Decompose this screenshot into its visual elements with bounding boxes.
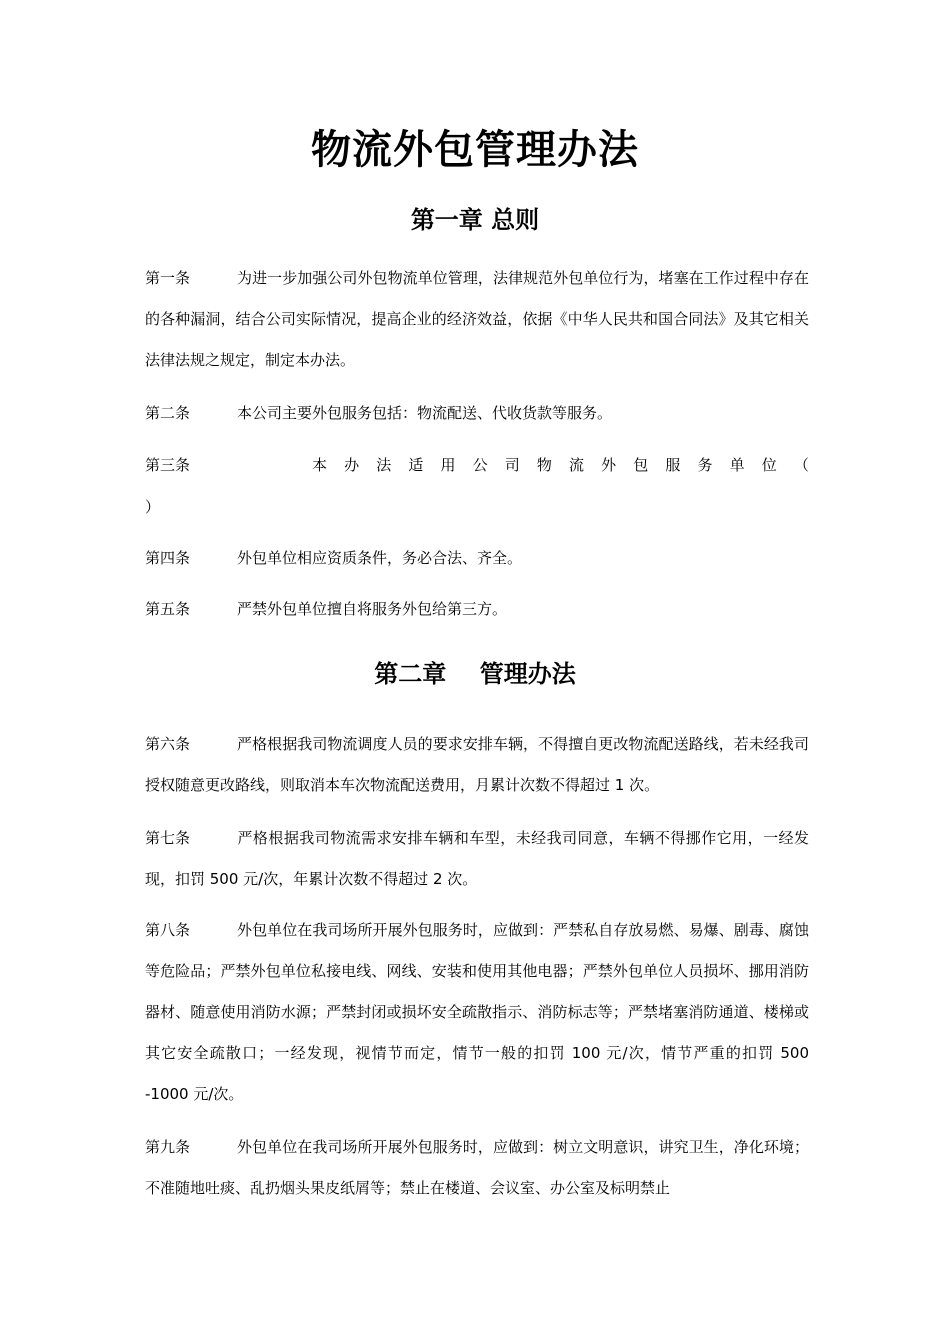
article-8-number: 第八条 [145,921,191,939]
article-6-number: 第六条 [145,735,191,753]
article-3-char: （ [793,456,809,474]
article-4 [145,548,809,568]
article-8-text: 外包单位在我司场所开展外包服务时，应做到：严禁私自存放易燃、易爆、剧毒、腐蚀等危险品；严禁外包单位私接电线、网线、安装和使用其他电器；严禁外包单位人员损坏、挪用消防器材、随意使用消防水源；严禁封闭或损坏安全疏散指示、消防标志等；严禁堵塞消防通道、楼梯或其它安全疏散口；一经发现，视情节而定，情节一般的扣罚 100 元/次，情节严重的扣罚 500 -1000 元/次。 [145,921,809,1103]
article-3-char: 用 [440,456,456,474]
article-3-char: 公 [472,456,488,474]
article-3-char: 本 [312,456,328,474]
article-3-char: 外 [601,456,617,474]
chapter-1-heading: 第一章 总则 [410,206,540,234]
article-3-char: 办 [344,456,360,474]
chapter-2-heading: 第二章 管理办法 [374,660,576,688]
article-6-text: 严格根据我司物流调度人员的要求安排车辆，不得擅自更改物流配送路线，若未经我司授权随意更改路线，则取消本车次物流配送费用，月累计次数不得超过 1 次。 [145,735,809,794]
article-3-char: 位 [761,456,777,474]
article-8 [145,910,809,1115]
article-4-number: 第四条 [145,549,191,567]
article-3-char: 务 [697,456,713,474]
article-7-number: 第七条 [145,829,191,847]
article-1 [145,258,809,381]
article-3-char: 法 [376,456,392,474]
article-7 [145,818,809,900]
article-2-number: 第二条 [145,404,191,422]
article-3-char: 流 [569,456,585,474]
article-1-number: 第一条 [145,269,191,287]
article-6 [145,724,809,806]
article-5-number: 第五条 [145,600,191,618]
article-3-char: 服 [665,456,681,474]
article-3-text [312,455,809,475]
article-9-text: 外包单位在我司场所开展外包服务时，应做到：树立文明意识，讲究卫生，净化环境；不准随地吐痰、乱扔烟头果皮纸屑等；禁止在楼道、会议室、办公室及标明禁止 [145,1138,809,1197]
article-2 [145,393,809,434]
article-2-text: 本公司主要外包服务包括：物流配送、代收货款等服务。 [237,404,613,422]
article-3-char: 单 [729,456,745,474]
article-1-text: 为进一步加强公司外包物流单位管理，法律规范外包单位行为，堵塞在工作过程中存在的各种漏洞，结合公司实际情况，提高企业的经济效益，依据《中华人民共和国合同法》及其它相关法律法规之规定，制定本办法。 [145,269,809,369]
article-5-text: 严禁外包单位擅自将服务外包给第三方。 [237,600,508,618]
article-3-char: 包 [633,456,649,474]
article-9-number: 第九条 [145,1138,191,1156]
article-5 [145,599,809,619]
article-3-number: 第三条 [145,456,191,474]
article-4-text: 外包单位相应资质条件，务必合法、齐全。 [237,549,523,567]
article-3-char: 物 [536,456,552,474]
article-3-char: 适 [408,456,424,474]
article-3-char: 司 [504,456,520,474]
article-3-tail: ） [145,498,161,516]
document-title: 物流外包管理办法 [311,126,639,173]
article-7-text: 严格根据我司物流需求安排车辆和车型，未经我司同意，车辆不得挪作它用，一经发现，扣罚 500 元/次，年累计次数不得超过 2 次。 [145,829,809,888]
article-9 [145,1127,809,1209]
